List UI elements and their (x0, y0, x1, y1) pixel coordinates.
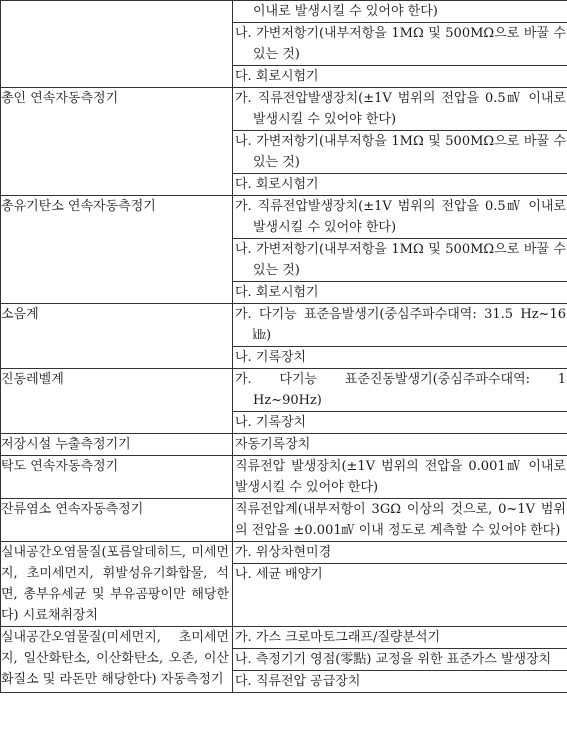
device-name: 소음계 (1, 307, 39, 322)
equipment-cell (233, 627, 567, 693)
table-body (1, 1, 567, 693)
equipment-item: 나. 가변저항기(내부저항을 1MΩ 및 500MΩ으로 바꿀 수 있는 것) (233, 22, 567, 65)
equipment-cell (233, 369, 567, 434)
table-row (1, 304, 567, 369)
device-name-cell (1, 304, 233, 369)
equipment-item: 가. 다기능 표준진동발생기(중심주파수대역: 1 Hz~90Hz) (235, 372, 566, 408)
equipment-item: 가. 직류전압발생장치(±1V 범위의 전압을 0.5㎷ 이내로 발생시킬 수 있어야 한다) (235, 199, 566, 235)
equipment-cell (233, 456, 567, 499)
device-name-cell (1, 456, 233, 499)
equipment-cell (233, 434, 567, 456)
table-row (1, 542, 567, 627)
equipment-item: 다. 회로시험기 (233, 173, 567, 195)
device-name-cell (1, 434, 233, 456)
device-name: 저장시설 누출측정기기 (1, 437, 131, 452)
equipment-item: 직류전압계(내부저항이 3GΩ 이상의 것으로, 0~1V 범위의 전압을 ±0.001㎷ 이내 정도로 계측할 수 있어야 한다) (235, 502, 566, 538)
table-row (1, 196, 567, 304)
device-name: 총인 연속자동측정기 (1, 91, 119, 106)
table-row (1, 434, 567, 456)
equipment-item: 가. 다기능 표준음발생기(중심주파수대역: 31.5 Hz~16㎑) (235, 307, 566, 343)
equipment-item: 가. 가스 크로마토그래프/질량분석기 (235, 630, 441, 645)
device-name-cell (1, 542, 233, 627)
equipment-item: 직류전압 발생장치(±1V 범위의 전압을 0.001㎷ 이내로 발생시킬 수 있어야 한다) (235, 459, 566, 495)
equipment-item: 나. 기록장치 (233, 411, 567, 433)
equipment-item: 나. 가변저항기(내부저항을 1MΩ 및 500MΩ으로 바꿀 수 있는 것) (233, 130, 567, 173)
equipment-item: 자동기록장치 (235, 437, 311, 452)
device-name-cell (1, 499, 233, 542)
table-row (1, 88, 567, 196)
equipment-cell (233, 304, 567, 369)
equipment-cell (233, 499, 567, 542)
device-name-cell (1, 627, 233, 693)
device-name-cell (1, 88, 233, 196)
device-name: 실내공간오염물질(미세먼지, 초미세먼지, 일산화탄소, 이산화탄소, 오존, 이산화질소 및 라돈만 해당한다) 자동측정기 (1, 630, 229, 687)
device-name: 잔류염소 연속자동측정기 (1, 502, 144, 517)
table-row (1, 627, 567, 693)
device-name: 탁도 연속자동측정기 (1, 459, 119, 474)
device-name: 진동레벨계 (1, 372, 64, 387)
equipment-item: 나. 가변저항기(내부저항을 1MΩ 및 500MΩ으로 바꿀 수 있는 것) (233, 238, 567, 281)
equipment-item: 나. 기록장치 (233, 346, 567, 368)
equipment-item: 이내로 발생시킬 수 있어야 한다) (253, 4, 438, 19)
equipment-cell (233, 542, 567, 627)
equipment-cell (233, 1, 567, 88)
table-row (1, 499, 567, 542)
device-name-cell (1, 196, 233, 304)
table-row (1, 369, 567, 434)
device-name: 실내공간오염물질(포름알데히드, 미세먼지, 초미세먼지, 휘발성유기화합물, 석면, 총부유세균 및 부유곰팡이만 해당한다) 시료채취장치 (1, 545, 229, 623)
equipment-item: 다. 직류전압 공급장치 (233, 670, 567, 692)
equipment-cell (233, 88, 567, 196)
table-row (1, 1, 567, 88)
equipment-item: 다. 회로시험기 (233, 65, 567, 87)
equipment-item: 다. 회로시험기 (233, 281, 567, 303)
table-row (1, 456, 567, 499)
device-name-cell (1, 1, 233, 88)
device-name: 총유기탄소 연속자동측정기 (1, 199, 156, 214)
equipment-cell (233, 196, 567, 304)
equipment-item: 가. 위상차현미경 (235, 545, 332, 560)
device-name-cell (1, 369, 233, 434)
equipment-item: 가. 직류전압발생장치(±1V 범위의 전압을 0.5㎷ 이내로 발생시킬 수 있어야 한다) (235, 91, 566, 127)
equipment-item: 나. 측정기기 영점(零點) 교정을 위한 표준가스 발생장치 (233, 648, 567, 670)
equipment-item: 나. 세균 배양기 (233, 563, 567, 585)
